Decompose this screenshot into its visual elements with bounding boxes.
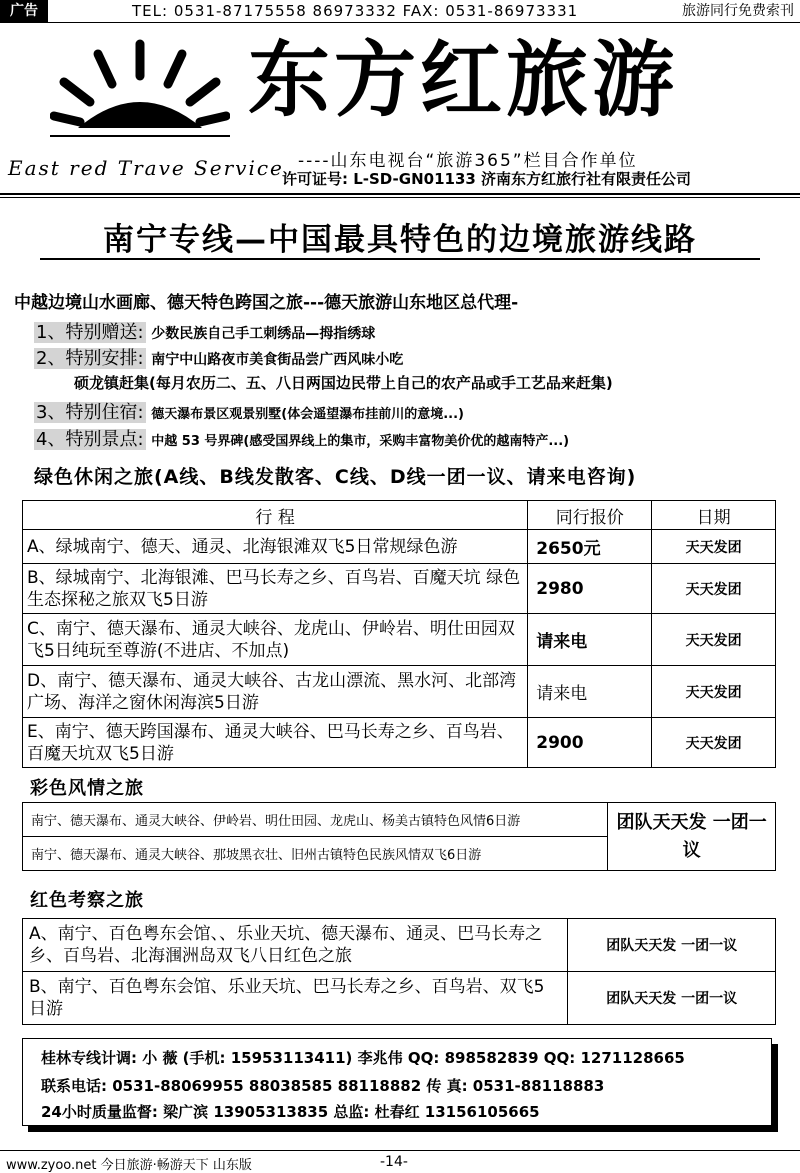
cooperation-note: ----山东电视台“旅游365”栏目合作单位 xyxy=(298,151,638,171)
contact-line-phone: 联系电话: 0531-88069955 88038585 88118882 传 真: 0531-88118883 xyxy=(41,1077,605,1095)
feature-item-scenic xyxy=(34,425,569,451)
header-price: 同行报价 xyxy=(528,501,652,530)
feature-item-arrangement xyxy=(34,344,403,370)
table-row xyxy=(23,919,776,972)
route-cell: D、南宁、德天瀑布、通灵大峡谷、古龙山漂流、黑水河、北部湾广场、海洋之窗休闲海滨5日游 xyxy=(23,666,528,718)
top-bar xyxy=(0,0,800,23)
route-cell: E、南宁、德天跨国瀑布、通灵大峡谷、巴马长寿之乡、百鸟岩、百魔天坑双飞5日游 xyxy=(23,718,528,768)
table-row xyxy=(23,666,776,718)
ad-tag: 广告 xyxy=(0,0,48,22)
table-row xyxy=(23,803,776,837)
date-cell: 天天发团 xyxy=(652,530,776,564)
green-tour-title: 绿色休闲之旅(A线、B线发散客、C线、D线一团一议、请来电咨询) xyxy=(34,466,637,488)
route-cell: 南宁、德天瀑布、通灵大峡谷、伊岭岩、明仕田园、龙虎山、杨美古镇特色风情6日游 xyxy=(23,803,608,837)
group-note-cell: 团队天天发 一团一议 xyxy=(568,972,776,1025)
date-cell: 天天发团 xyxy=(652,614,776,666)
free-index-note: 旅游同行免费索刊 xyxy=(682,3,794,19)
date-cell: 天天发团 xyxy=(652,718,776,768)
red-tour-title: 红色考察之旅 xyxy=(30,890,144,911)
route-cell: A、绿城南宁、德天、通灵、北海银滩双飞5日常规绿色游 xyxy=(23,530,528,564)
license-line: 许可证号: L-SD-GN01133 济南东方红旅行社有限责任公司 xyxy=(282,170,692,188)
header-date: 日期 xyxy=(652,501,776,530)
price-cell: 请来电 xyxy=(528,614,652,666)
route-cell: C、南宁、德天瀑布、通灵大峡谷、龙虎山、伊岭岩、明仕田园双飞5日纯玩至尊游(不进店、不加点) xyxy=(23,614,528,666)
feature-key: 2、特别安排: xyxy=(36,348,144,369)
table-row xyxy=(23,614,776,666)
table-row xyxy=(23,718,776,768)
route-cell: A、南宁、百色粤东会馆、、乐业天坑、德天瀑布、通灵、巴马长寿之乡、百鸟岩、北海涠洲岛双飞八日红色之旅 xyxy=(23,919,568,972)
feature-item-lodging xyxy=(34,398,464,424)
feature-key: 1、特别赠送: xyxy=(36,322,144,343)
feature-item-market xyxy=(74,372,613,393)
sunrise-logo-icon xyxy=(50,36,230,156)
group-note-cell: 团队天天发 一团一议 xyxy=(608,803,776,871)
table-row xyxy=(23,972,776,1025)
route-cell: 南宁、德天瀑布、通灵大峡谷、那坡黑衣壮、旧州古镇特色民族风情双飞6日游 xyxy=(23,837,608,871)
subtitle: 中越边境山水画廊、德天特色跨国之旅---德天旅游山东地区总代理- xyxy=(14,293,519,313)
red-tour-table xyxy=(22,918,776,1025)
page-headline: 南宁专线—中国最具特色的边境旅游线路 xyxy=(103,222,697,258)
feature-value: 中越 53 号界碑(感受国界线上的集市，采购丰富物美价优的越南特产...) xyxy=(151,434,570,449)
feature-value: 少数民族自己手工刺绣品—拇指绣球 xyxy=(151,326,376,342)
price-cell: 请来电 xyxy=(528,666,652,718)
brand-title: 东方红旅游 xyxy=(248,33,679,128)
header-divider-thin xyxy=(0,197,800,198)
contact-line-planner: 桂林专线计调: 小 薇 (手机: 15953113411) 李兆伟 QQ: 898582839 QQ: 1271128665 xyxy=(41,1049,685,1067)
header-divider xyxy=(0,193,800,195)
date-cell: 天天发团 xyxy=(652,666,776,718)
route-cell: B、南宁、百色粤东会馆、乐业天坑、巴马长寿之乡、百鸟岩、双飞5日游 xyxy=(23,972,568,1025)
feature-value: 南宁中山路夜市美食街品尝广西风味小吃 xyxy=(151,352,404,368)
price-cell: 2900 xyxy=(528,718,652,768)
table-row xyxy=(23,530,776,564)
headline-underline xyxy=(40,258,760,260)
feature-key: 3、特别住宿: xyxy=(36,402,144,423)
green-tour-table xyxy=(22,500,776,768)
table-row xyxy=(23,564,776,614)
color-tour-table xyxy=(22,802,776,871)
footer-site: www.zyoo.net 今日旅游·畅游天下 山东版 xyxy=(6,1158,252,1173)
table-header-row xyxy=(23,501,776,530)
price-cell: 2980 xyxy=(528,564,652,614)
contact-box xyxy=(22,1038,772,1126)
price-cell: 2650元 xyxy=(528,530,652,564)
feature-value: 硕龙镇赶集(每月农历二、五、八日两国边民带上自己的农产品或手工艺品来赶集) xyxy=(74,374,613,392)
feature-key: 4、特别景点: xyxy=(36,429,144,450)
feature-item-gift xyxy=(34,318,375,344)
tel-fax-line: TEL: 0531-87175558 86973332 FAX: 0531-86973331 xyxy=(132,2,579,20)
date-cell: 天天发团 xyxy=(652,564,776,614)
page-footer xyxy=(0,1150,800,1173)
header-route: 行 程 xyxy=(23,501,528,530)
contact-line-supervision: 24小时质量监督: 梁广滨 13905313835 总监: 杜春红 13156105665 xyxy=(41,1103,540,1121)
feature-value: 德天瀑布景区观景别墅(体会遥望瀑布挂前川的意境...) xyxy=(151,407,464,422)
color-tour-title: 彩色风情之旅 xyxy=(30,778,144,799)
group-note-cell: 团队天天发 一团一议 xyxy=(568,919,776,972)
page-number: -14- xyxy=(380,1154,408,1170)
brand-slogan: East red Trave Service xyxy=(8,156,284,180)
route-cell: B、绿城南宁、北海银滩、巴马长寿之乡、百鸟岩、百魔天坑 绿色生态探秘之旅双飞5日游 xyxy=(23,564,528,614)
